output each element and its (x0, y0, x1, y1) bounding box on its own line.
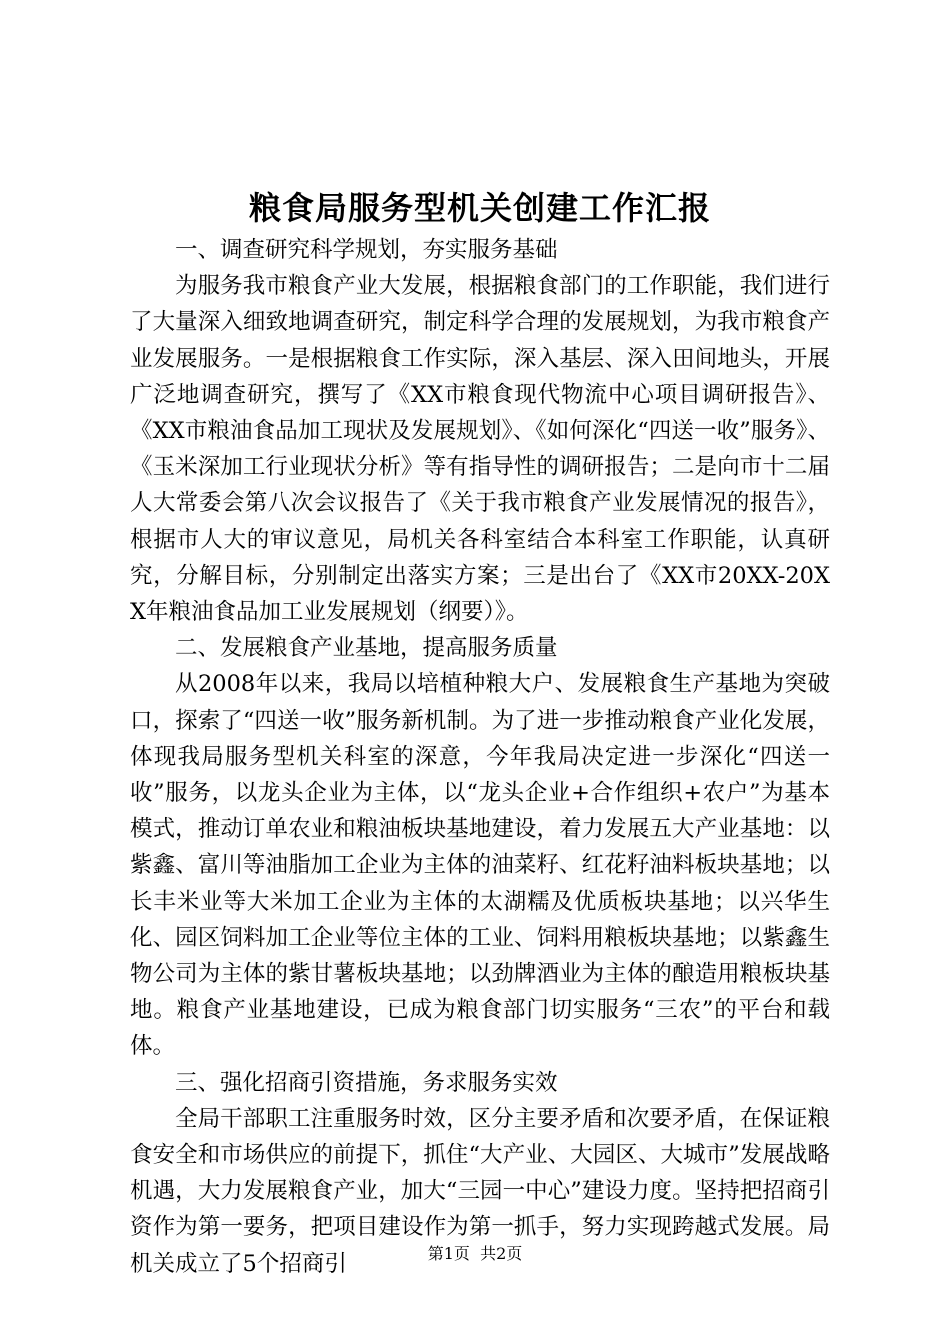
section-heading-1: 一、调查研究科学规划，夯实服务基础 (175, 237, 558, 263)
section-paragraph-1: 为服务我市粮食产业大发展，根据粮食部门的工作职能，我们进行了大量深入细致地调查研究，制定科学合理的发展规划，为我市粮食产业发展服务。一是根据粮食工作实际，深入基层、深入田间地头，开展广泛地调查研究，撰写了《XX市粮食现代物流中心项目调研报告》、《XX市粮油食品加工现状及发展规划》、《如何深化“四送一收”服务》、《玉米深加工行业现状分析》等有指导性的调研报告；二是向市十二届人大常委会第八次会议报告了《关于我市粮食产业发展情况的报告》，根据市人大的审议意见，局机关各科室结合本科室工作职能，认真研究，分解目标，分别制定出落实方案；三是出台了《XX市20XX-20XX年粮油食品加工业发展规划（纲要）》。 (130, 273, 830, 626)
document-title: 粮食局服务型机关创建工作汇报 (248, 189, 711, 227)
document-body (130, 232, 830, 1282)
section-paragraph-2: 从2008年以来，我局以培植种粮大户、发展粮食生产基地为突破口，探索了“四送一收”服务新机制。为了进一步推动粮食产业化发展，体现我局服务型机关科室的深意，今年我局决定进一步深化“四送一收”服务，以龙头企业为主体，以“龙头企业+合作组织+农户”为基本模式，推动订单农业和粮油板块基地建设，着力发展五大产业基地：以紫鑫、富川等油脂加工企业为主体的油菜籽、红花籽油料板块基地；以长丰米业等大米加工企业为主体的太湖糯及优质板块基地；以兴华生化、园区饲料加工企业等位主体的工业、饲料用粮板块基地；以紫鑫生物公司为主体的紫甘薯板块基地；以劲牌酒业为主体的酿造用粮板块基地。粮食产业基地建设，已成为粮食部门切实服务“三农”的平台和载体。 (130, 671, 830, 1060)
section-heading-3: 三、强化招商引资措施，务求服务实效 (175, 1069, 558, 1096)
section-heading-2: 二、发展粮食产业基地，提高服务质量 (175, 635, 558, 662)
page-total: 共2页 (480, 1244, 523, 1263)
page-footer (0, 1243, 950, 1265)
page-number: 第1页 (427, 1244, 470, 1263)
section-paragraph-3: 全局干部职工注重服务时效，区分主要矛盾和次要矛盾，在保证粮食安全和市场供应的前提下，抓住“大产业、大园区、大城市”发展战略机遇，大力发展粮食产业，加大“三园一中心”建设力度。坚持把招商引资作为第一要务，把项目建设作为第一抓手，努力实现跨越式发展。局机关成立了5个招商引 (130, 1105, 830, 1277)
